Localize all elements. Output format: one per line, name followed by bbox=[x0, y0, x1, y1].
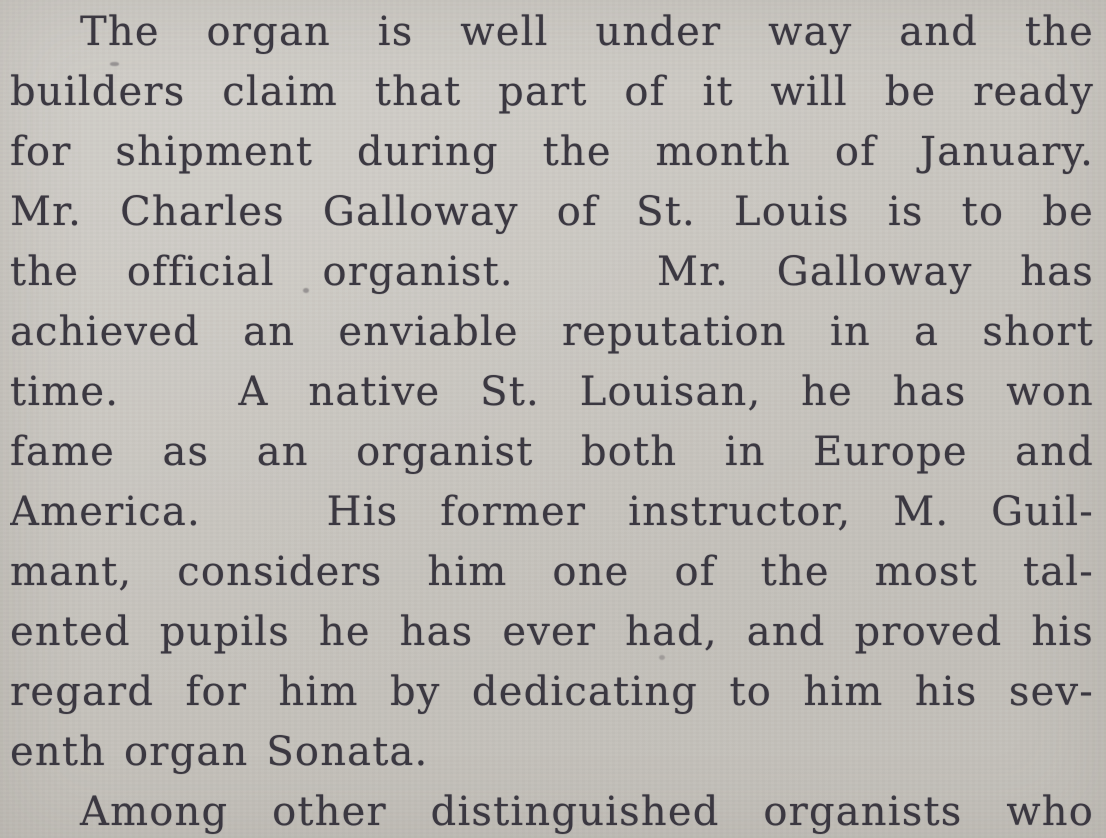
paper-speck bbox=[110, 62, 119, 66]
text-line: Mr. Charles Galloway of St. Louis is to be bbox=[10, 189, 1094, 235]
paper-speck bbox=[303, 288, 309, 293]
text-line: Among other distinguished organists who bbox=[80, 789, 1094, 835]
text-line: The organ is well under way and the bbox=[80, 9, 1094, 55]
text-line: fame as an organist both in Europe and bbox=[10, 429, 1094, 475]
text-line: mant, considers him one of the most tal- bbox=[10, 549, 1094, 595]
text-line: America. His former instructor, M. Guil- bbox=[10, 489, 1094, 535]
paper-speck bbox=[947, 459, 952, 464]
text-line: regard for him by dedicating to him his sev- bbox=[10, 669, 1094, 715]
text-line: time. A native St. Louisan, he has won bbox=[10, 369, 1094, 415]
text-line: achieved an enviable reputation in a short bbox=[10, 309, 1094, 355]
paragraph-other-organists bbox=[10, 782, 1094, 838]
text-line: ented pupils he has ever had, and proved his bbox=[10, 609, 1094, 655]
paper-speck bbox=[659, 655, 665, 660]
text-line: for shipment during the month of January. bbox=[10, 129, 1094, 175]
text-line: the official organist. Mr. Galloway has bbox=[10, 249, 1094, 295]
text-line: enth organ Sonata. bbox=[10, 729, 429, 775]
paragraph-organ-galloway bbox=[10, 2, 1094, 782]
text-line: builders claim that part of it will be ready bbox=[10, 69, 1094, 115]
